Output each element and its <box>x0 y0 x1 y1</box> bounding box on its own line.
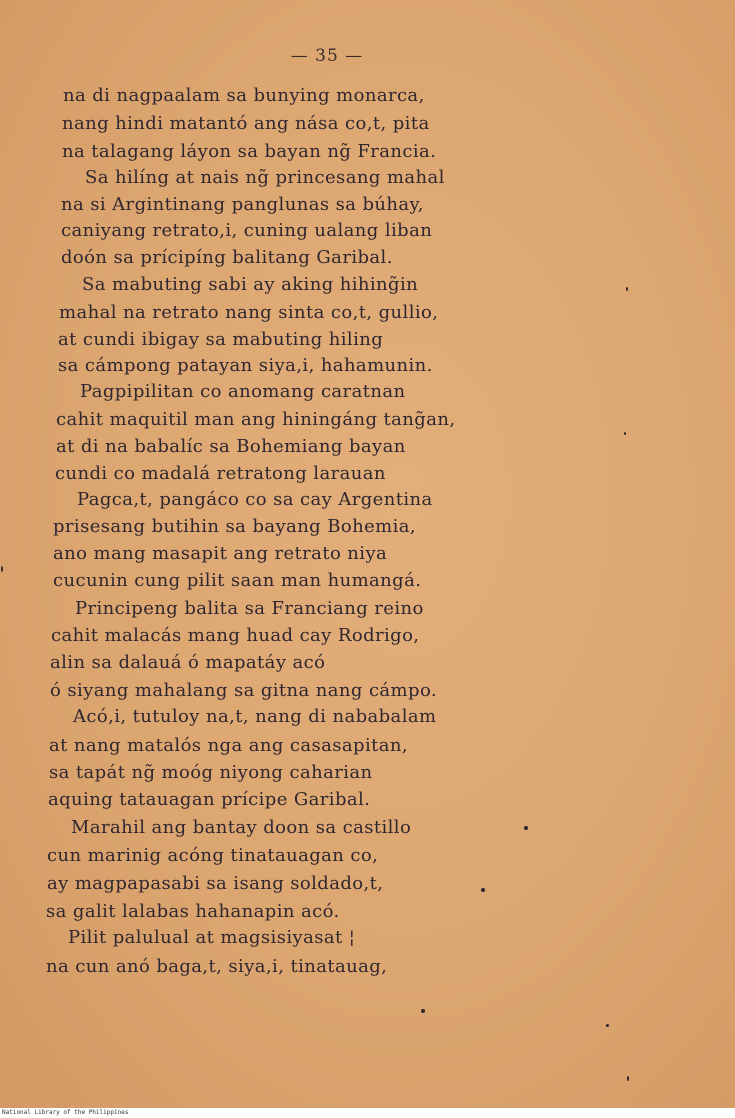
text-line: Sa hilíng at nais ng̃ princesang mahal <box>85 167 445 188</box>
text-line: Pagca,t, pangáco co sa cay Argentina <box>77 489 433 510</box>
text-line: ó siyang mahalang sa gitna nang cámpo. <box>50 680 437 701</box>
text-line: sa galit lalabas hahanapin acó. <box>46 901 340 922</box>
text-line: aquing tatauagan prícipe Garibal. <box>48 789 371 810</box>
text-line: Sa mabuting sabi ay aking hihing̃in <box>82 274 419 295</box>
text-line: na talagang láyon sa bayan ng̃ Francia. <box>62 141 437 162</box>
text-line: Acó,i, tutuloy na,t, nang di nababalam <box>73 706 437 727</box>
text-line: doón sa prícipíng balitang Garibal. <box>61 247 393 268</box>
text-line: Pilit palulual at magsisiyasat ¦ <box>68 927 356 948</box>
ink-speck <box>606 1024 609 1027</box>
text-line: caniyang retrato,i, cuning ualang liban <box>61 220 433 241</box>
text-line: Marahil ang bantay doon sa castillo <box>71 817 412 838</box>
text-line: at nang matalós nga ang casasapitan, <box>49 735 409 756</box>
text-line: na cun anó baga,t, siya,i, tinatauag, <box>46 956 388 977</box>
text-line: at di na babalíc sa Bohemiang bayan <box>56 436 406 457</box>
ink-speck <box>1 566 3 572</box>
text-line: cun marinig acóng tinatauagan co, <box>47 845 379 866</box>
text-line: alin sa dalauá ó mapatáy acó <box>50 652 326 673</box>
ink-speck <box>626 287 628 291</box>
text-line: mahal na retrato nang sinta co,t, gullio, <box>59 302 439 323</box>
ink-speck <box>481 888 485 892</box>
text-line: nang hindi matantó ang nása co,t, pita <box>62 113 430 134</box>
text-line: sa cámpong patayan siya,i, hahamunin. <box>58 355 433 376</box>
page-number: — 35 — <box>290 46 364 66</box>
text-line: Principeng balita sa Franciang reino <box>75 598 424 619</box>
text-line: cahit malacás mang huad cay Rodrigo, <box>51 625 420 646</box>
text-line: ay magpapasabi sa isang soldado,t, <box>47 873 384 894</box>
library-credit: National Library of the Philippines <box>2 1109 129 1116</box>
text-line: prisesang butihin sa bayang Bohemia, <box>53 516 417 537</box>
ink-speck <box>421 1009 425 1013</box>
text-line: sa tapát ng̃ moóg niyong caharian <box>49 762 373 783</box>
text-line: at cundi ibigay sa mabuting hiling <box>58 329 384 350</box>
text-line: cundi co madalá retratong larauan <box>55 463 386 484</box>
ink-speck <box>627 1076 629 1081</box>
text-line: na di nagpaalam sa bunying monarca, <box>63 85 425 106</box>
ink-speck <box>524 826 528 830</box>
text-line: cahit maquitil man ang hiningáng tang̃an, <box>56 409 456 430</box>
ink-speck <box>624 432 626 435</box>
text-line: Pagpipilitan co anomang caratnan <box>80 381 406 402</box>
text-line: na si Argintinang panglunas sa búhay, <box>61 194 424 215</box>
text-line: ano mang masapit ang retrato niya <box>53 543 388 564</box>
text-line: cucunin cung pilit saan man humangá. <box>53 570 422 591</box>
